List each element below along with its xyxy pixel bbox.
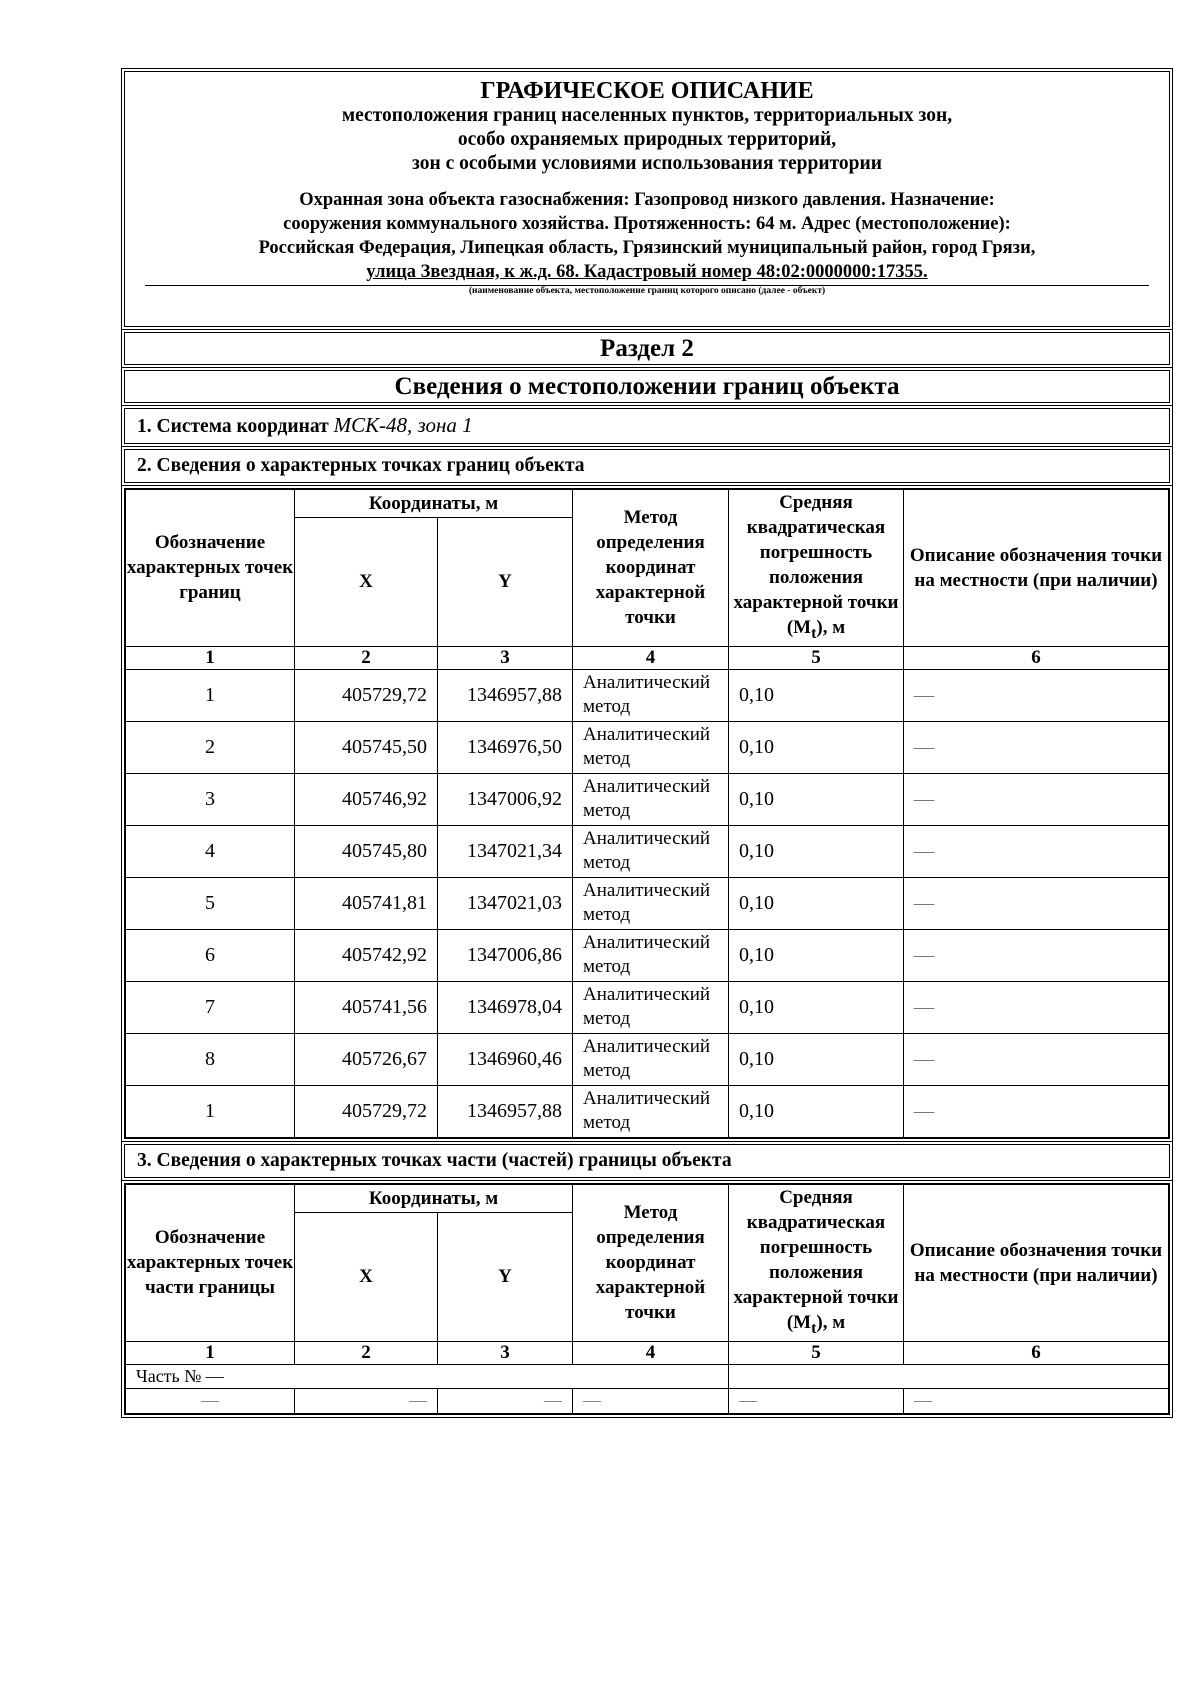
object-caption: (наименование объекта, местоположение границ которого описано (далее - объект) xyxy=(468,286,826,296)
empty-cell: — xyxy=(438,1388,573,1413)
part-row xyxy=(126,1364,1169,1388)
col-y-header: Y xyxy=(438,1212,573,1341)
column-number: 2 xyxy=(295,646,438,669)
table-row xyxy=(126,929,1169,981)
coord-x: 405745,80 xyxy=(295,825,438,877)
error-value: 0,10 xyxy=(729,721,904,773)
column-number: 4 xyxy=(573,646,729,669)
section-subtitle: Сведения о местоположении границ объекта xyxy=(124,370,1170,403)
parts-table-wrapper xyxy=(124,1183,1170,1415)
points-table-wrapper xyxy=(124,488,1170,1139)
coord-y: 1346978,04 xyxy=(438,981,573,1033)
coord-system-label: 1. Система координат xyxy=(137,416,329,437)
col-description-header: Описание обозначения точки на местности (при наличии) xyxy=(904,1184,1169,1341)
document-header xyxy=(124,71,1170,327)
col-designation-header: Обозначение характерных точек части границы xyxy=(126,1184,295,1341)
parts-section-title: 3. Сведения о характерных точках части (частей) границы объекта xyxy=(124,1144,1170,1178)
coord-x: 405729,72 xyxy=(295,1085,438,1137)
column-number: 4 xyxy=(573,1341,729,1364)
object-line: Охранная зона объекта газоснабжения: Газопровод низкого давления. Назначение: xyxy=(299,190,995,210)
table-row xyxy=(126,1033,1169,1085)
points-section-title: 2. Сведения о характерных точках границ объекта xyxy=(124,449,1170,483)
point-description: — xyxy=(904,877,1169,929)
point-description: — xyxy=(904,929,1169,981)
coord-y: 1346957,88 xyxy=(438,1085,573,1137)
column-number: 6 xyxy=(904,1341,1169,1364)
column-number: 6 xyxy=(904,646,1169,669)
point-description: — xyxy=(904,1085,1169,1137)
point-description: — xyxy=(904,981,1169,1033)
point-number: 4 xyxy=(126,825,295,877)
method: Аналитический метод xyxy=(573,721,729,773)
coord-y: 1347006,86 xyxy=(438,929,573,981)
object-line: сооружения коммунального хозяйства. Протяженность: 64 м. Адрес (местоположение): xyxy=(283,214,1011,234)
col-description-header: Описание обозначения точки на местности (при наличии) xyxy=(904,490,1169,647)
point-number: 5 xyxy=(126,877,295,929)
col-x-header: X xyxy=(295,1212,438,1341)
col-designation-header: Обозначение характерных точек границ xyxy=(126,490,295,647)
subtitle-line: местоположения границ населенных пунктов, территориальных зон, xyxy=(341,105,953,126)
method: Аналитический метод xyxy=(573,1033,729,1085)
object-line: улица Звездная, к ж.д. 68. Кадастровый номер 48:02:0000000:17355. xyxy=(366,262,928,282)
coord-y: 1347006,92 xyxy=(438,773,573,825)
point-number: 3 xyxy=(126,773,295,825)
error-value: 0,10 xyxy=(729,877,904,929)
col-method-header: Метод определения координат характерной точки xyxy=(573,1184,729,1341)
method: Аналитический метод xyxy=(573,669,729,721)
coord-x: 405726,67 xyxy=(295,1033,438,1085)
col-error-header: Средняя квадратическая погрешность положения характерной точки $(M_t)$, м xyxy=(729,490,904,647)
method: Аналитический метод xyxy=(573,773,729,825)
error-value: 0,10 xyxy=(729,669,904,721)
object-description xyxy=(135,188,1159,284)
col-error-header: Средняя квадратическая погрешность положения характерной точки $(M_t)$, м xyxy=(729,1184,904,1341)
error-value: 0,10 xyxy=(729,1033,904,1085)
empty-cell: — xyxy=(126,1388,295,1413)
col-coords-header: Координаты, м xyxy=(295,1184,573,1212)
coord-x: 405745,50 xyxy=(295,721,438,773)
point-description: — xyxy=(904,721,1169,773)
empty-cell: — xyxy=(295,1388,438,1413)
table-row xyxy=(126,773,1169,825)
column-number: 5 xyxy=(729,646,904,669)
point-description: — xyxy=(904,825,1169,877)
error-value: 0,10 xyxy=(729,825,904,877)
table-row xyxy=(126,825,1169,877)
empty-cell: — xyxy=(729,1388,904,1413)
coord-y: 1346957,88 xyxy=(438,669,573,721)
subtitle-line: особо охраняемых природных территорий, xyxy=(457,129,837,150)
table-row xyxy=(126,669,1169,721)
column-number: 5 xyxy=(729,1341,904,1364)
column-numbers-row xyxy=(126,1341,1169,1364)
point-number: 2 xyxy=(126,721,295,773)
point-number: 7 xyxy=(126,981,295,1033)
method: Аналитический метод xyxy=(573,877,729,929)
coord-y: 1346960,46 xyxy=(438,1033,573,1085)
point-description: — xyxy=(904,773,1169,825)
method: Аналитический метод xyxy=(573,1085,729,1137)
coord-x: 405729,72 xyxy=(295,669,438,721)
empty-part-row xyxy=(126,1388,1169,1413)
section-title: Раздел 2 xyxy=(124,332,1170,365)
coord-x: 405741,81 xyxy=(295,877,438,929)
parts-table xyxy=(125,1184,1169,1414)
method: Аналитический метод xyxy=(573,929,729,981)
col-y-header: Y xyxy=(438,518,573,647)
points-table-body xyxy=(126,669,1169,1137)
document-frame xyxy=(124,71,1170,1420)
empty-cell: — xyxy=(573,1388,729,1413)
coord-y: 1347021,34 xyxy=(438,825,573,877)
col-x-header: X xyxy=(295,518,438,647)
method: Аналитический метод xyxy=(573,981,729,1033)
coord-system-value: МСК-48, зона 1 xyxy=(333,413,473,437)
column-number: 3 xyxy=(438,1341,573,1364)
object-line: Российская Федерация, Липецкая область, Грязинский муниципальный район, город Грязи, xyxy=(258,238,1036,258)
points-table xyxy=(125,489,1169,1138)
table-row xyxy=(126,877,1169,929)
col-method-header: Метод определения координат характерной точки xyxy=(573,490,729,647)
coord-system-row xyxy=(124,408,1170,444)
column-number: 1 xyxy=(126,1341,295,1364)
point-number: 1 xyxy=(126,669,295,721)
coord-y: 1347021,03 xyxy=(438,877,573,929)
column-number: 1 xyxy=(126,646,295,669)
coord-x: 405742,92 xyxy=(295,929,438,981)
method: Аналитический метод xyxy=(573,825,729,877)
empty-cell: — xyxy=(904,1388,1169,1413)
point-description: — xyxy=(904,669,1169,721)
part-label: Часть № — xyxy=(126,1364,729,1388)
point-description: — xyxy=(904,1033,1169,1085)
point-number: 8 xyxy=(126,1033,295,1085)
column-number: 3 xyxy=(438,646,573,669)
table-row xyxy=(126,981,1169,1033)
coord-y: 1346976,50 xyxy=(438,721,573,773)
coord-x: 405741,56 xyxy=(295,981,438,1033)
subtitle-line: зон с особыми условиями использования территории xyxy=(412,153,882,174)
column-number: 2 xyxy=(295,1341,438,1364)
error-value: 0,10 xyxy=(729,929,904,981)
table-row xyxy=(126,721,1169,773)
table-row xyxy=(126,1085,1169,1137)
error-value: 0,10 xyxy=(729,1085,904,1137)
error-value: 0,10 xyxy=(729,981,904,1033)
point-number: 6 xyxy=(126,929,295,981)
document-title: ГРАФИЧЕСКОЕ ОПИСАНИЕ xyxy=(480,78,814,104)
point-number: 1 xyxy=(126,1085,295,1137)
error-value: 0,10 xyxy=(729,773,904,825)
coord-x: 405746,92 xyxy=(295,773,438,825)
col-coords-header: Координаты, м xyxy=(295,490,573,518)
column-numbers-row xyxy=(126,646,1169,669)
